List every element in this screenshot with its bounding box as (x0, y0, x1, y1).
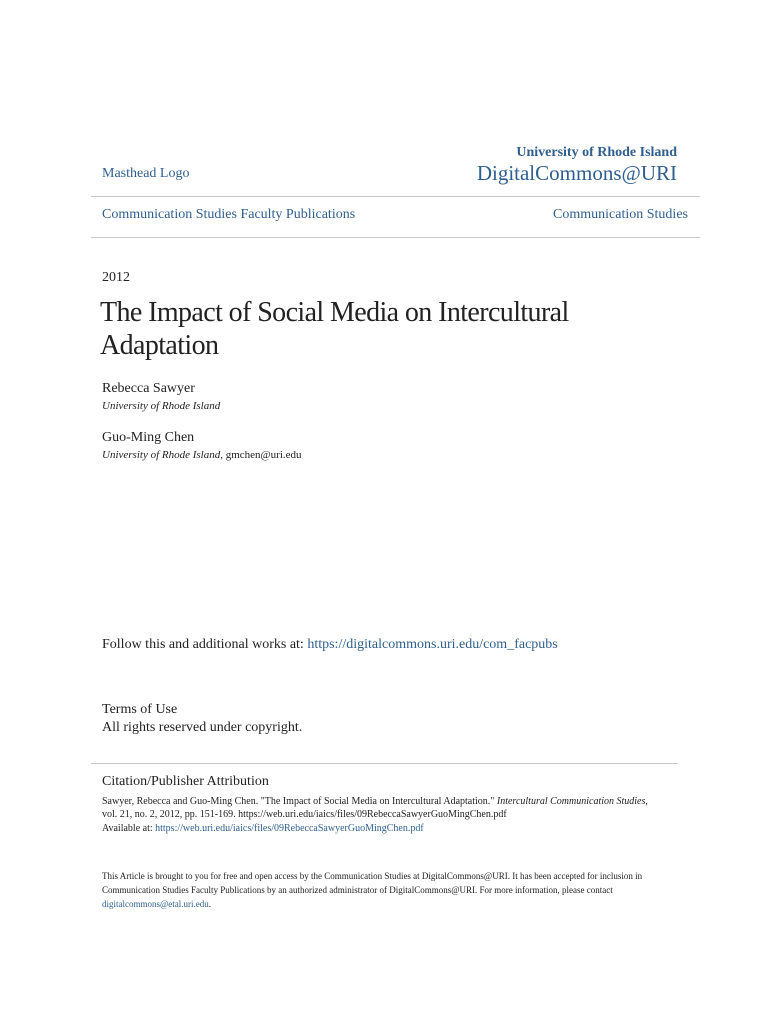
citation-available-line (102, 823, 424, 834)
repository-name-link[interactable]: DigitalCommons@URI (476, 161, 677, 185)
article-title-line2: Adaptation (100, 330, 219, 361)
collection-link[interactable]: Communication Studies Faculty Publications (102, 207, 356, 222)
citation-line2: vol. 21, no. 2, 2012, pp. 151-169. https://web.uri.edu/iaics/files/09RebeccaSawyerGuoMingChen.pdf (102, 809, 507, 820)
citation-journal: Intercultural Communication Studies (496, 796, 646, 807)
citation-divider (91, 763, 678, 764)
citation-text: Sawyer, Rebecca and Guo-Ming Chen. "The Impact of Social Media on Intercultural Adaptation." (102, 796, 497, 807)
article-title-line1: The Impact of Social Media on Intercultural (100, 297, 569, 328)
available-link[interactable]: https://web.uri.edu/iaics/files/09RebeccaSawyerGuoMingChen.pdf (155, 823, 424, 834)
institution-name: University of Rhode Island (516, 145, 677, 160)
follow-line (102, 637, 558, 653)
follow-link[interactable]: https://digitalcommons.uri.edu/com_facpubs (307, 637, 558, 652)
contact-email-link[interactable]: digitalcommons@etal.uri.edu (102, 899, 209, 909)
publication-year: 2012 (102, 270, 130, 285)
citation-line1 (102, 796, 648, 807)
available-label: Available at: (102, 823, 156, 834)
terms-heading: Terms of Use (102, 702, 178, 717)
footer-punct: . (208, 899, 212, 909)
footer-line1: This Article is brought to you for free and open access by the Communication Studies at DigitalCommons@URI. It has been accepted for inclusion in (102, 871, 643, 881)
masthead-divider (91, 196, 700, 197)
author-affiliation: University of Rhode Island (102, 400, 221, 412)
masthead-logo-link[interactable]: Masthead Logo (102, 166, 190, 181)
follow-label: Follow this and additional works at: (102, 637, 308, 652)
citation-punct: , (645, 796, 648, 807)
department-link[interactable]: Communication Studies (553, 207, 688, 222)
author-name: Rebecca Sawyer (102, 381, 195, 396)
author-email: , gmchen@uri.edu (220, 449, 302, 461)
author-affiliation: University of Rhode Island (102, 449, 221, 461)
terms-text: All rights reserved under copyright. (102, 720, 303, 735)
footer-line2: Communication Studies Faculty Publications by an authorized administrator of DigitalCommons@URI. For more information, please contact (102, 885, 613, 895)
citation-heading: Citation/Publisher Attribution (102, 774, 269, 789)
nav-divider (91, 237, 700, 238)
footer-line3 (102, 899, 211, 909)
author-affiliation-line (102, 449, 302, 461)
author-name: Guo-Ming Chen (102, 430, 195, 445)
